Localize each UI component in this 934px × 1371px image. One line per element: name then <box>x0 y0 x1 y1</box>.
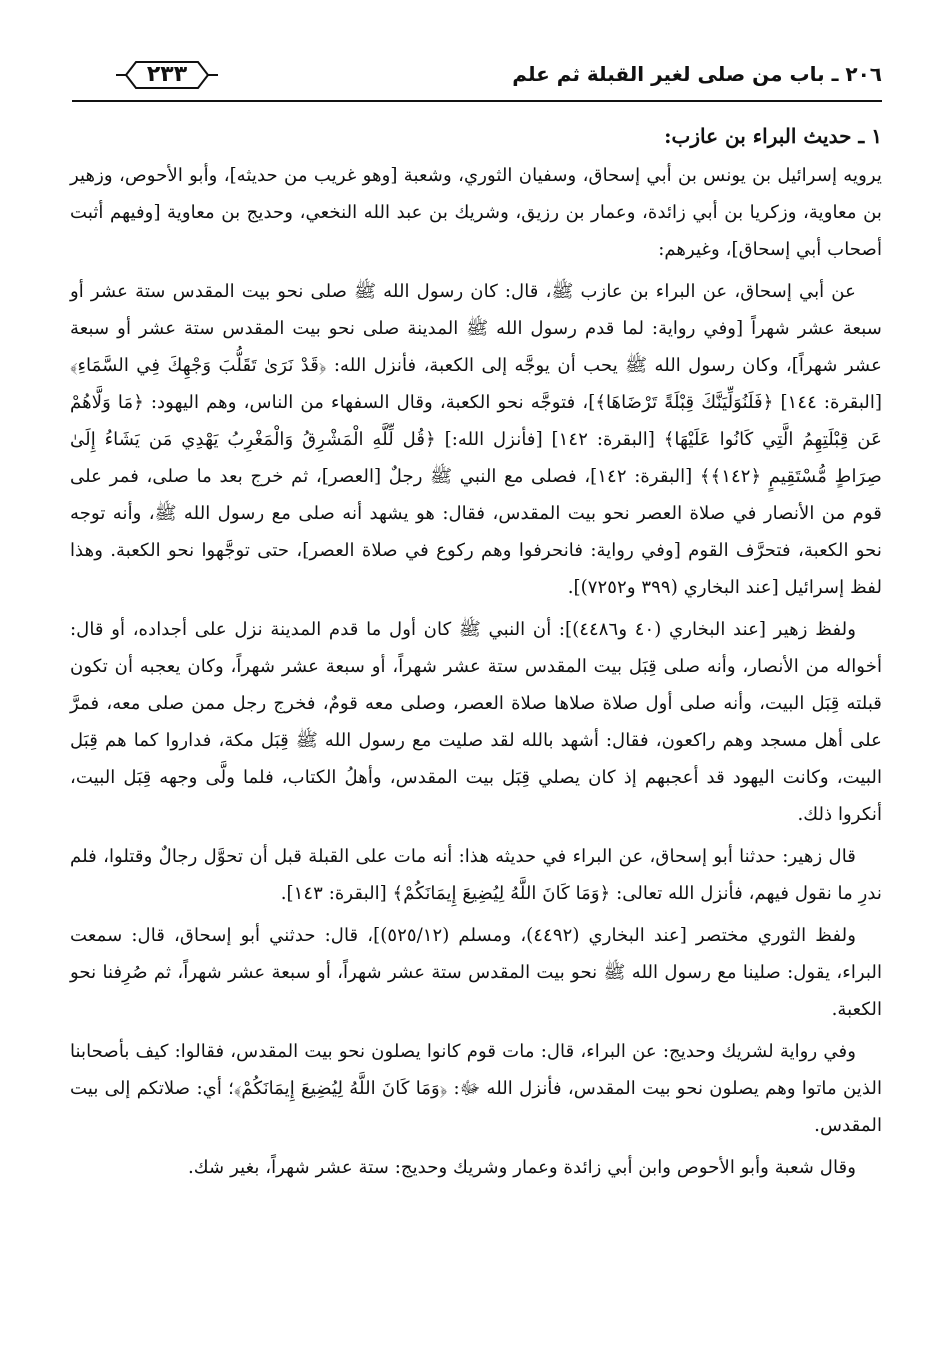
running-title: ٢٠٦ ـ باب من صلى لغير القبلة ثم علم <box>512 62 882 86</box>
paragraph-sharik-hudaij: وفي رواية لشريك وحديج: عن البراء، قال: مات قوم كانوا يصلون نحو بيت المقدس، فقالوا: كيف بأصحابنا الذين ماتوا وهم يصلون نحو بيت المقدس، فأنزل الله ﷻ: ﴿وَمَا كَانَ اللَّهُ لِيُضِيعَ إِيمَانَكُمْ﴾؛ أي: صلاتكم إلى بيت المقدس. <box>70 1041 882 1136</box>
paragraph-zuhair-wording: ولفظ زهير [عند البخاري (٤٠ و٤٤٨٦)]: أن النبي ﷺ كان أول ما قدم المدينة نزل على أجداده، أو قال: أخواله من الأنصار، وأنه صلى قِبَل بيت المقدس ستة عشر شهراً، أو سبعة عشر شهراً، وكان يعجبه أن تكون قبلته قِبَل البيت، وأنه صلى أول صلاة صلاها صلاة العصر، وصلى معه قومٌ، فخرج رجل ممن صلى معه، فمرَّ على أهل مسجد وهم راكعون، فقال: أشهد بالله لقد صليت مع رسول الله ﷺ قِبَل مكة، فداروا كما هم قِبَل البيت، وكانت اليهود قد أعجبهم إذ كان يصلي قِبَل بيت المقدس، وأهلُ الكتاب، فلما ولَّى وجهه قِبَل البيت، أنكروا ذلك. <box>70 619 882 825</box>
paragraph-narrators: يرويه إسرائيل بن يونس بن أبي إسحاق، وسفيان الثوري، وشعبة [وهو غريب من حديثه]، وأبو الأحوص، وزهير بن معاوية، وزكريا بن أبي زائدة، وعمار بن رزيق، وشريك بن عبد الله النخعي، وحديج بن معاوية [وفيهم أثبت أصحاب أبي إسحاق]، وغيرهم: <box>70 165 882 260</box>
page-header <box>72 52 882 102</box>
paragraph-zuhair-addition: قال زهير: حدثنا أبو إسحاق، عن البراء في حديثه هذا: أنه مات على القبلة قبل أن تحوَّل رجالٌ وقتلوا، فلم ندرِ ما نقول فيهم، فأنزل الله تعالى: ﴿وَمَا كَانَ اللَّهُ لِيُضِيعَ إِيمَانَكُمْ﴾ [البقرة: ١٤٣]. <box>70 846 882 904</box>
paragraph-thawri-wording: ولفظ الثوري مختصر [عند البخاري (٤٤٩٢)، ومسلم (٥٢٥/١٢)]، قال: حدثني أبو إسحاق، قال: سمعت البراء، يقول: صلينا مع رسول الله ﷺ نحو بيت المقدس ستة عشر شهراً، أو سبعة عشر شهراً، ثم صُرِفنا نحو الكعبة. <box>70 925 882 1020</box>
page-number: ٢٣٣ <box>146 62 188 87</box>
paragraph-shuba-summary: وقال شعبة وأبو الأحوص وابن أبي زائدة وعمار وشريك وحديج: ستة عشر شهراً، بغير شك. <box>187 1157 856 1178</box>
main-text <box>70 118 882 1191</box>
page-number-badge <box>112 58 222 92</box>
section-heading: ١ ـ حديث البراء بن عازب: <box>664 124 882 148</box>
header-rule <box>72 100 882 102</box>
paragraph-israil-wording: عن أبي إسحاق، عن البراء بن عازب ﷺ، قال: كان رسول الله ﷺ صلى نحو بيت المقدس ستة عشر أو سبعة عشر شهراً [وفي رواية: لما قدم رسول الله ﷺ المدينة صلى نحو بيت المقدس ستة عشر أو سبعة عشر شهراً]، وكان رسول الله ﷺ يحب أن يوجَّه إلى الكعبة، فأنزل الله: ﴿قَدْ نَرَىٰ تَقَلُّبَ وَجْهِكَ فِي السَّمَاءِ﴾ [البقرة: ١٤٤] ﴿فَلَنُوَلِّيَنَّكَ قِبْلَةً تَرْضَاهَا﴾]، فتوجَّه نحو الكعبة، وقال السفهاء من الناس، وهم اليهود: ﴿مَا وَلَّاهُمْ عَن قِبْلَتِهِمُ الَّتِي كَانُوا عَلَيْهَا﴾ [البقرة: ١٤٢] [فأنزل الله:] ﴿قُل لِّلَّهِ الْمَشْرِقُ وَالْمَغْرِبُ يَهْدِي مَن يَشَاءُ إِلَىٰ صِرَاطٍ مُّسْتَقِيمٍ ﴿١٤٢﴾﴾ [البقرة: ١٤٢]، فصلى مع النبي ﷺ رجلٌ [العصر]، ثم خرج بعد ما صلى، فمر على قوم من الأنصار في صلاة العصر نحو بيت المقدس، فقال: هو يشهد أنه صلى مع رسول الله ﷺ، وأنه توجه نحو الكعبة، فتحرَّف القوم [وفي رواية: فانحرفوا وهم ركوع في صلاة العصر]، حتى توجَّهوا نحو الكعبة. وهذا لفظ إسرائيل [عند البخاري (٣٩٩ و٧٢٥٢)]. <box>70 281 883 598</box>
